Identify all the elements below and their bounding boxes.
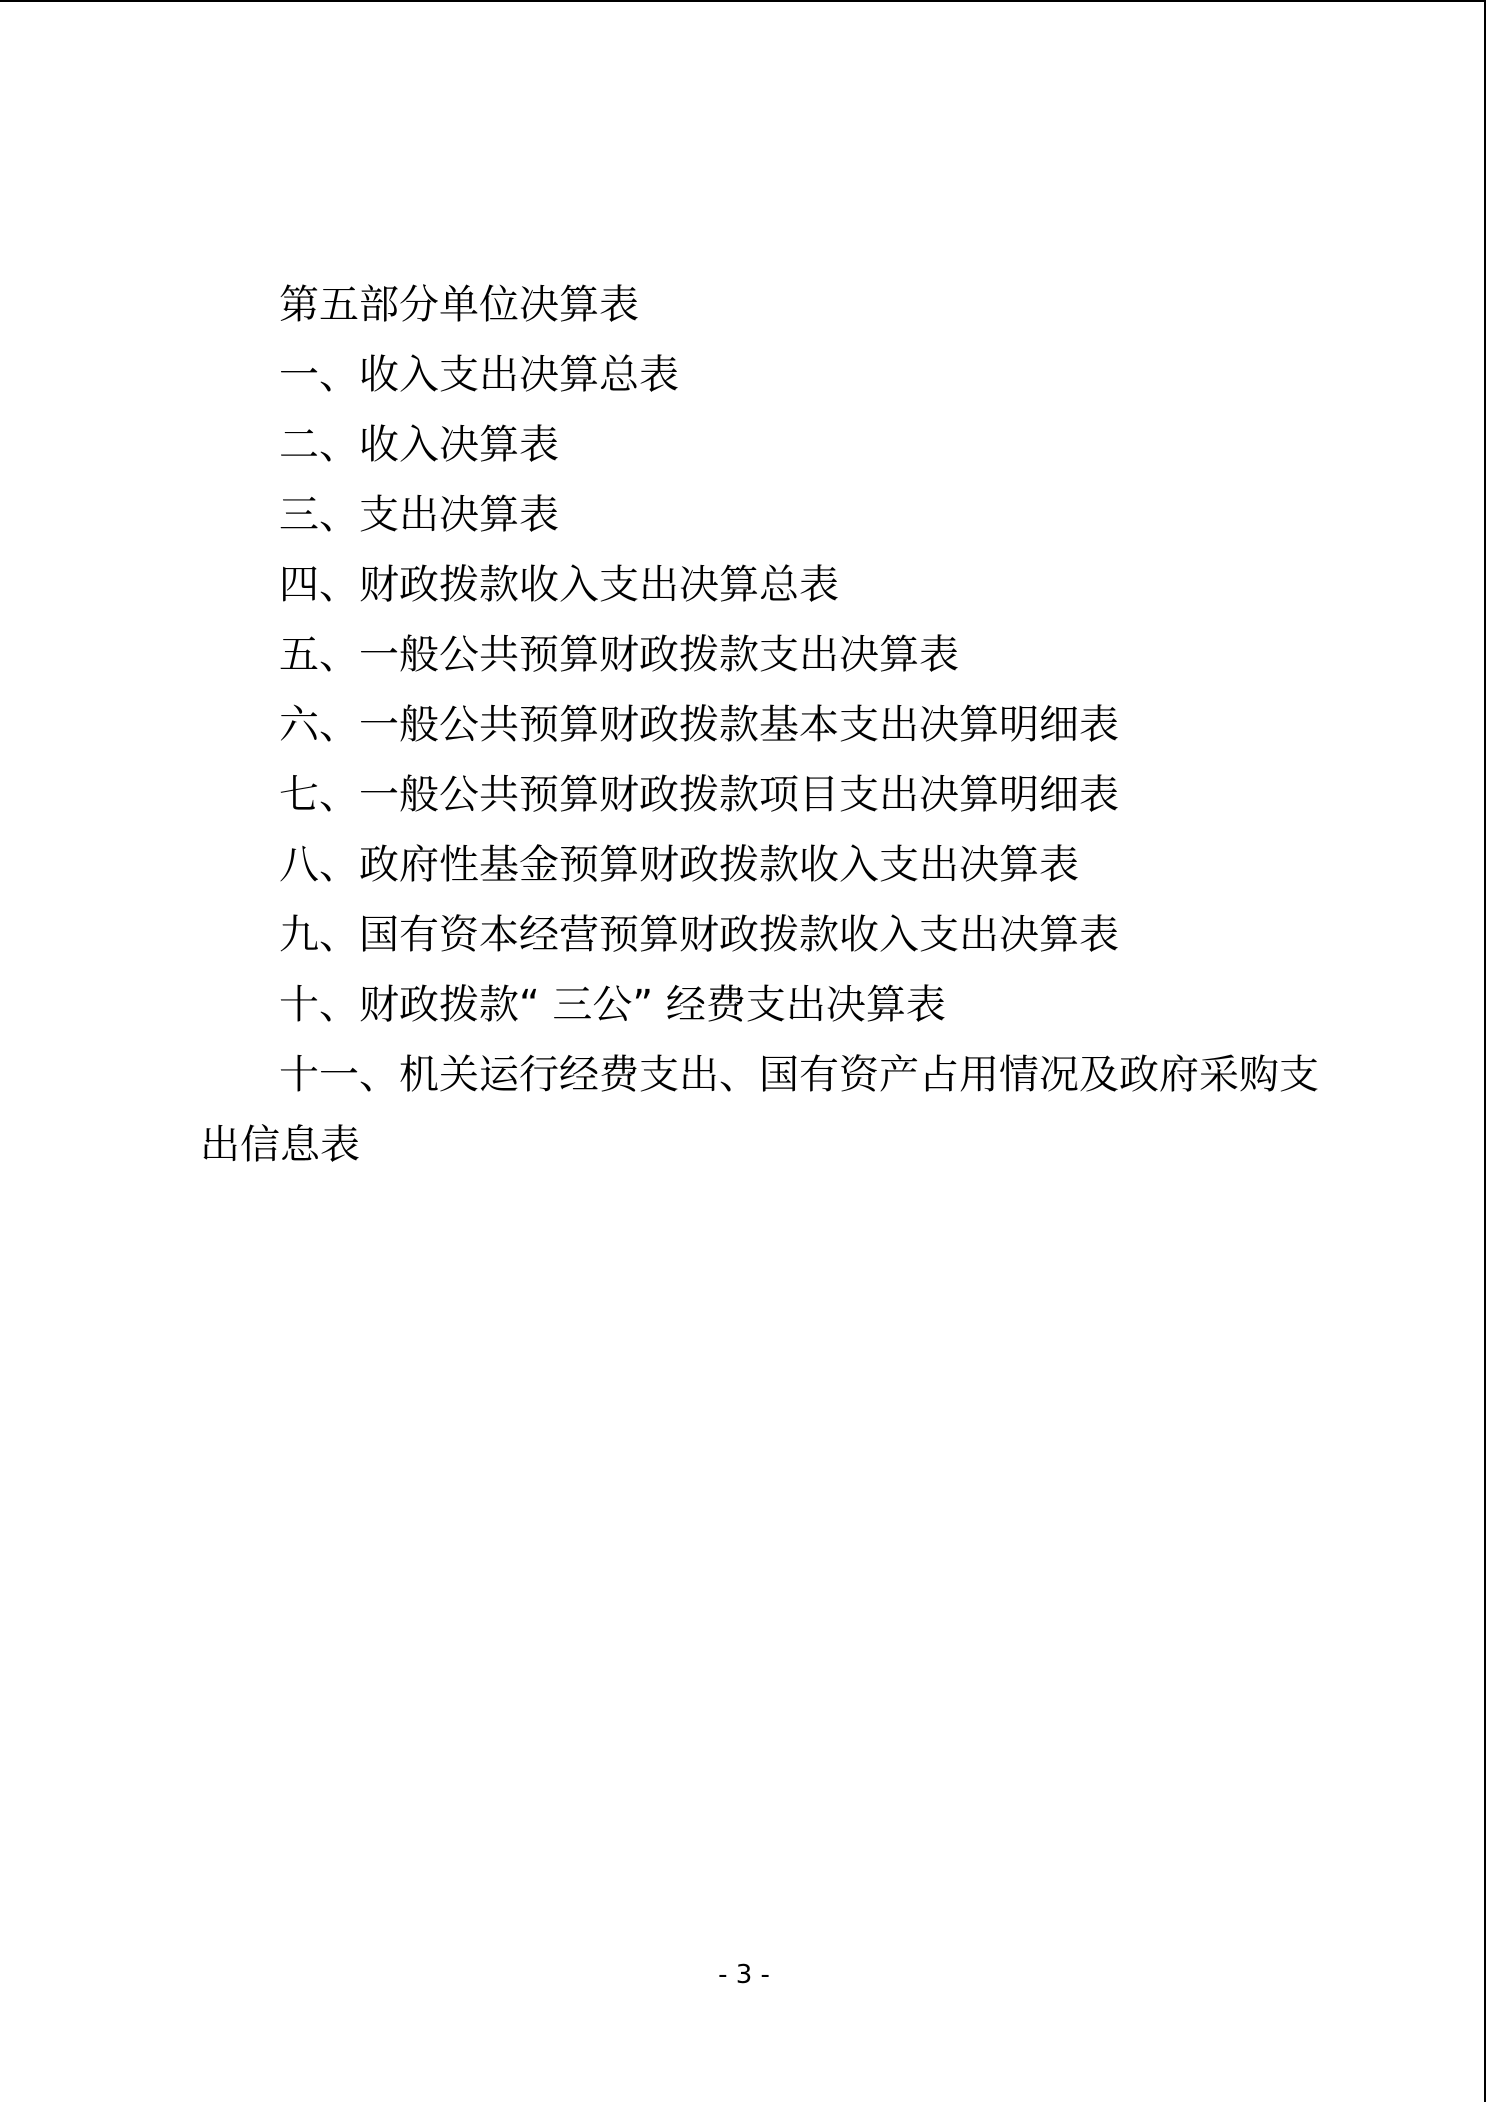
page-number: - 3 - (718, 1960, 770, 1990)
document-body (200, 270, 1320, 1180)
toc-item-10: 十、财政拨款“ 三公” 经费支出决算表 (279, 982, 946, 1028)
toc-item-7: 七、一般公共预算财政拨款项目支出决算明细表 (279, 772, 1119, 818)
toc-item-6: 六、一般公共预算财政拨款基本支出决算明细表 (279, 702, 1119, 748)
toc-item-4: 四、财政拨款收入支出决算总表 (279, 562, 839, 608)
toc-item-9: 九、国有资本经营预算财政拨款收入支出决算表 (279, 912, 1119, 958)
toc-item-2: 二、收入决算表 (279, 422, 559, 468)
toc-item-3: 三、支出决算表 (279, 492, 559, 538)
toc-item-11: 十一、机关运行经费支出、国有资产占用情况及政府采购支出信息表 (200, 1052, 1319, 1168)
toc-item-5: 五、一般公共预算财政拨款支出决算表 (279, 632, 959, 678)
section-heading: 第五部分单位决算表 (279, 282, 639, 328)
toc-item-8: 八、政府性基金预算财政拨款收入支出决算表 (279, 842, 1079, 888)
toc-item-1: 一、收入支出决算总表 (279, 352, 679, 398)
